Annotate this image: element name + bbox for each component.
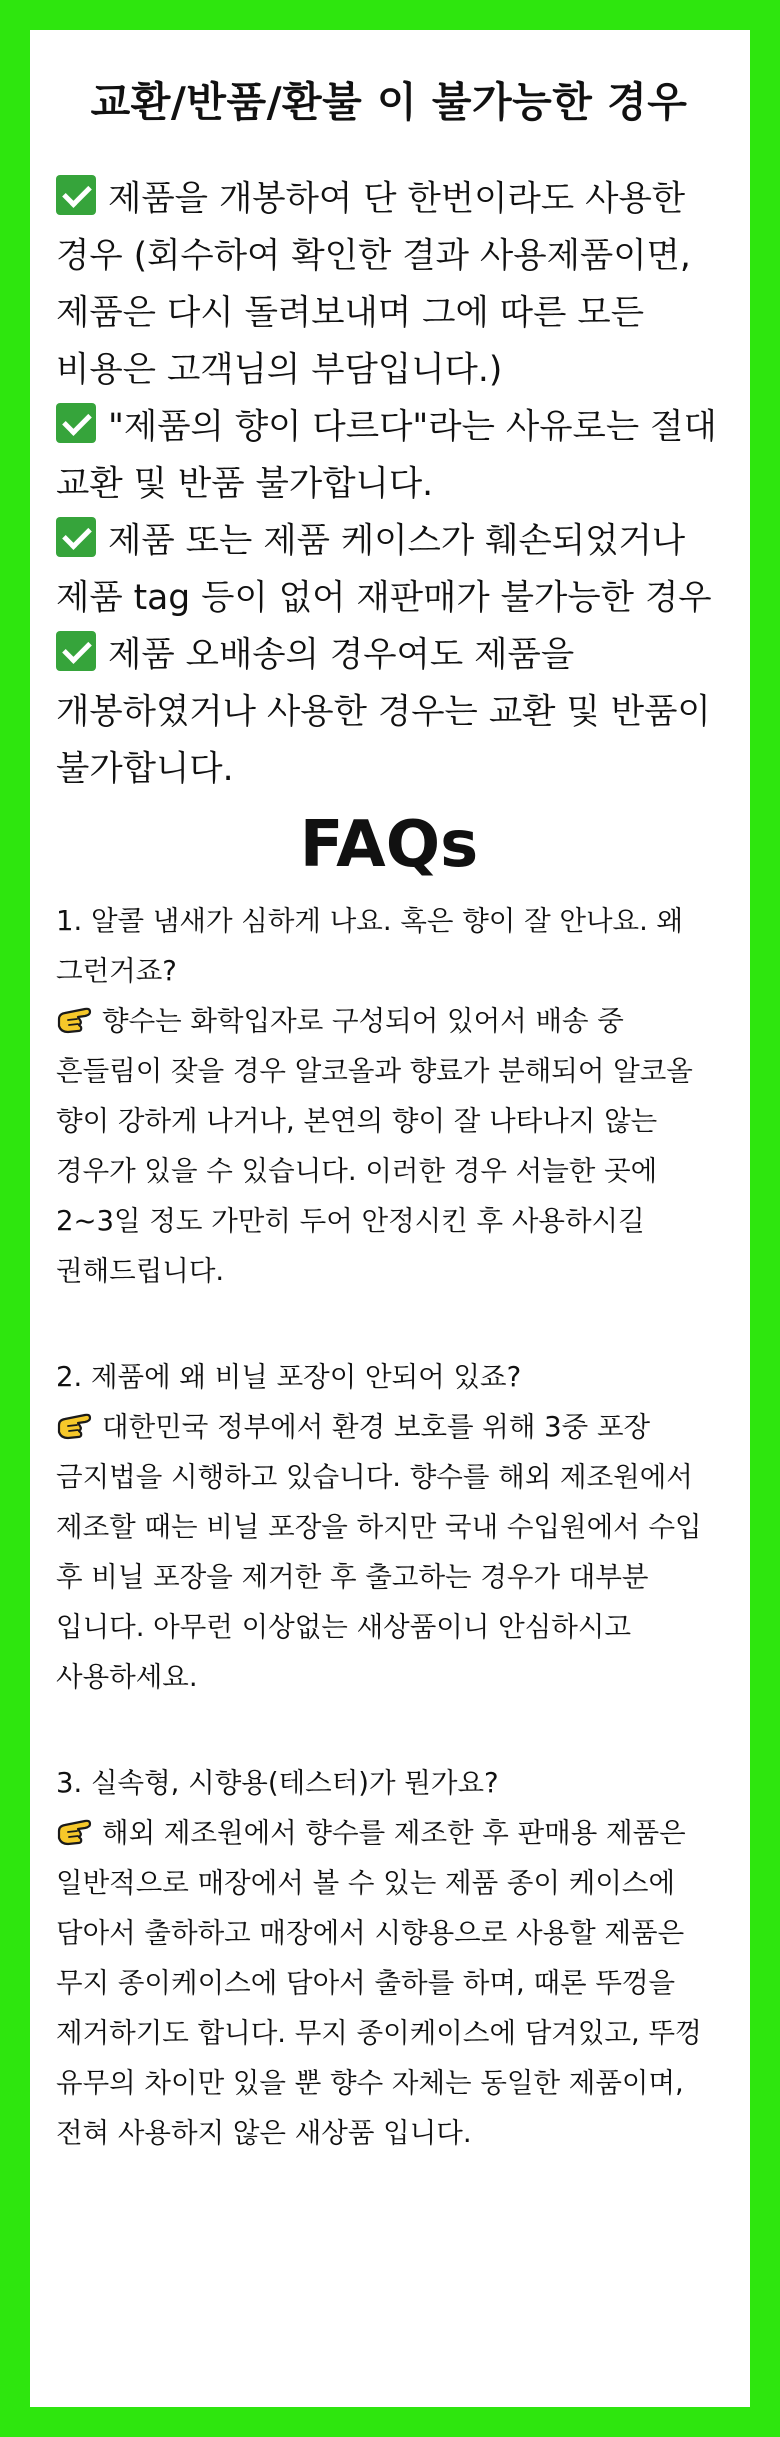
faq-answer [56, 1808, 722, 2158]
faq-answer [56, 1402, 722, 1702]
check-mark-icon [56, 631, 96, 671]
policy-item [56, 399, 722, 513]
policy-item-text: "제품의 향이 다르다"라는 사유로는 절대 교환 및 반품 불가합니다. [56, 407, 717, 505]
faq-answer-text: 대한민국 정부에서 환경 보호를 위해 3중 포장 금지법을 시행하고 있습니다. 향수를 해외 제조원에서 제조할 때는 비닐 포장을 하지만 국내 수입원에서 수입 후 비닐 포장을 제거한 후 출고하는 경우가 대부분 입니다. 아무런 이상없는 새상품이니 안심하시고 사용하세요. [56, 1411, 702, 1694]
pointing-hand-icon [56, 1817, 98, 1847]
policy-item [56, 171, 722, 399]
faq-item [56, 1352, 722, 1702]
faq-question: 2. 제품에 왜 비닐 포장이 안되어 있죠? [56, 1361, 522, 1394]
policy-item [56, 627, 722, 798]
faq-item [56, 896, 722, 1296]
policy-title: 교환/반품/환불 이 불가능한 경우 [90, 78, 688, 126]
faq-answer-text: 해외 제조원에서 향수를 제조한 후 판매용 제품은 일반적으로 매장에서 볼 수 있는 제품 종이 케이스에 담아서 출하하고 매장에서 시향용으로 사용할 제품은 무지 종이케이스에 담아서 출하를 하며, 때론 뚜껑을 제거하기도 합니다. 무지 종이케이스에 담겨있고, 뚜껑 유무의 차이만 있을 뿐 향수 자체는 동일한 제품이며, 전혀 사용하지 않은 새상품 입니다. [56, 1817, 702, 2150]
faq-answer [56, 996, 722, 1296]
pointing-hand-icon [56, 1005, 98, 1035]
content-panel [30, 30, 750, 2407]
policy-item-text: 제품 또는 제품 케이스가 훼손되었거나 제품 tag 등이 없어 재판매가 불가능한 경우 [56, 521, 712, 619]
pointing-hand-icon [56, 1411, 98, 1441]
faq-item [56, 1758, 722, 2158]
faq-question: 3. 실속형, 시향용(테스터)가 뭔가요? [56, 1767, 499, 1800]
policy-item [56, 513, 722, 627]
check-mark-icon [56, 403, 96, 443]
faq-question: 1. 알콜 냄새가 심하게 나요. 혹은 향이 잘 안나요. 왜 그런거죠? [56, 905, 684, 988]
check-mark-icon [56, 175, 96, 215]
check-mark-icon [56, 517, 96, 557]
policy-item-text: 제품을 개봉하여 단 한번이라도 사용한 경우 (회수하여 확인한 결과 사용제품이면, 제품은 다시 돌려보내며 그에 따른 모든 비용은 고객님의 부담입니다.) [56, 179, 691, 391]
faq-heading: FAQs [299, 808, 479, 883]
policy-list [56, 171, 722, 798]
faq-answer-text: 향수는 화학입자로 구성되어 있어서 배송 중 흔들림이 잦을 경우 알코올과 향료가 분해되어 알코올 향이 강하게 나거나, 본연의 향이 잘 나타나지 않는 경우가 있을 수 있습니다. 이러한 경우 서늘한 곳에 2~3일 정도 가만히 두어 안정시킨 후 사용하시길 권해드립니다. [56, 1005, 693, 1288]
policy-item-text: 제품 오배송의 경우여도 제품을 개봉하였거나 사용한 경우는 교환 및 반품이 불가합니다. [56, 635, 711, 790]
